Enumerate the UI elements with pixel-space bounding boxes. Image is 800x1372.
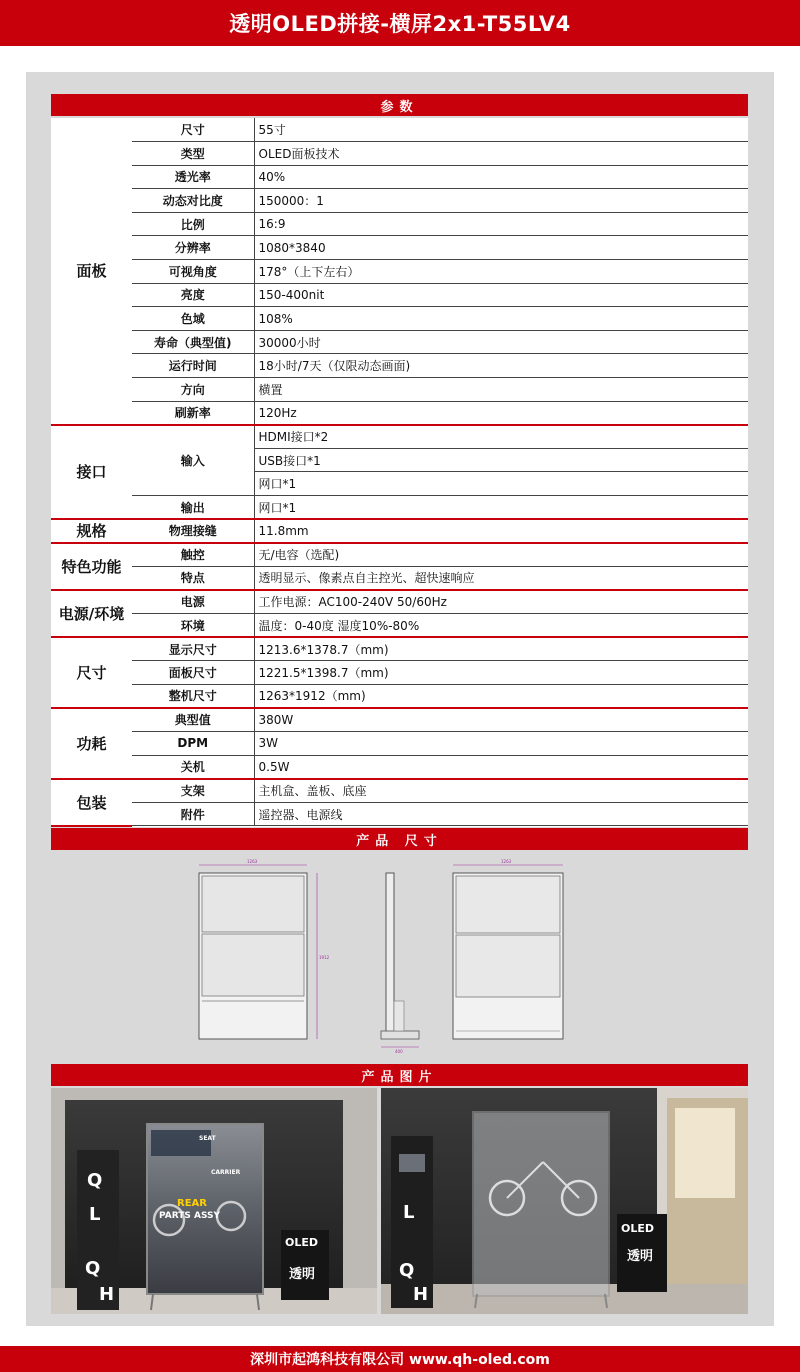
photo-1-svg [51, 1088, 377, 1314]
page-title: 透明OLED拼接-横屏2x1-T55LV4 [0, 0, 800, 46]
spec-label: 动态对比度 [132, 189, 254, 213]
screen-tag-carrier: CARRIER [211, 1169, 241, 1176]
spec-label: 整机尺寸 [132, 684, 254, 708]
spec-value: 网口*1 [254, 496, 748, 520]
side-depth-label: 400 [395, 1049, 403, 1054]
spec-value: 0.5W [254, 755, 748, 779]
tower-letter-h: H [99, 1284, 115, 1305]
tower-letter-q1: Q [87, 1170, 103, 1191]
spec-label: 电源 [132, 590, 254, 614]
back-view [453, 859, 563, 1039]
table-row [51, 165, 748, 189]
table-row [51, 212, 748, 236]
back-width-label: 1263 [501, 859, 512, 864]
spec-label: 色域 [132, 307, 254, 331]
spec-label: 类型 [132, 142, 254, 166]
table-row [51, 779, 748, 803]
spec-label: 运行时间 [132, 354, 254, 378]
spec-label: 显示尺寸 [132, 637, 254, 661]
spec-value: 150000：1 [254, 189, 748, 213]
table-row [51, 755, 748, 779]
table-row [51, 708, 748, 732]
spec-label: 可视角度 [132, 260, 254, 284]
spec-value: 主机盒、盖板、底座 [254, 779, 748, 803]
product-photos [51, 1088, 748, 1314]
box-brand-oled: OLED [285, 1236, 319, 1249]
dimensions-header: 产品 尺寸 [51, 828, 748, 850]
table-row [51, 307, 748, 331]
spec-label: 方向 [132, 378, 254, 402]
spec-table [51, 118, 748, 827]
spec-value: 16:9 [254, 212, 748, 236]
table-row [51, 425, 748, 449]
spec-label: 寿命（典型值) [132, 330, 254, 354]
spec-value: 11.8mm [254, 519, 748, 543]
tower-letter-l: L [89, 1204, 101, 1225]
tower-letter-q2: Q [85, 1258, 101, 1279]
group-cell: 功耗 [51, 708, 132, 779]
spec-value: 横置 [254, 378, 748, 402]
screen-tag-seat: SEAT [199, 1135, 216, 1142]
spec-label: 典型值 [132, 708, 254, 732]
photo2-tower-letter-h: H [413, 1284, 429, 1305]
spec-label: 尺寸 [132, 118, 254, 142]
table-row [51, 142, 748, 166]
photo2-tower-letter-q: Q [399, 1260, 415, 1281]
spec-label: 面板尺寸 [132, 661, 254, 685]
photo2-box-brand: OLED [621, 1222, 655, 1235]
screen-headline-rear: REAR [177, 1198, 207, 1209]
table-row [51, 637, 748, 661]
table-row [51, 802, 748, 826]
spec-value: HDMI接口*2 [254, 425, 748, 449]
spec-value: 无/电容（选配) [254, 543, 748, 567]
table-row [51, 354, 748, 378]
spec-value: 120Hz [254, 401, 748, 425]
spec-value: 网口*1 [254, 472, 748, 496]
spec-value: 温度：0-40度 湿度10%-80% [254, 613, 748, 637]
spec-label: 特点 [132, 566, 254, 590]
table-row [51, 613, 748, 637]
table-row [51, 236, 748, 260]
table-row [51, 684, 748, 708]
spec-label: 触控 [132, 543, 254, 567]
spec-label: 分辨率 [132, 236, 254, 260]
front-height-label: 1912 [319, 955, 330, 960]
spec-label: 透光率 [132, 165, 254, 189]
spec-value: 1263*1912（mm) [254, 684, 748, 708]
group-cell: 规格 [51, 519, 132, 543]
table-row [51, 330, 748, 354]
spec-value: 遥控器、电源线 [254, 802, 748, 826]
spec-value: 透明显示、像素点自主控光、超快速响应 [254, 566, 748, 590]
spec-label: DPM [132, 731, 254, 755]
screen-headline-parts: PARTS ASSY [159, 1211, 221, 1221]
spec-label: 关机 [132, 755, 254, 779]
group-cell: 包装 [51, 779, 132, 826]
side-view [381, 873, 419, 1054]
spec-value: 3W [254, 731, 748, 755]
spec-value: 1213.6*1378.7（mm) [254, 637, 748, 661]
spec-value: 55寸 [254, 118, 748, 142]
photo2-tower-letter-l: L [403, 1202, 415, 1223]
spec-value: 工作电源：AC100-240V 50/60Hz [254, 590, 748, 614]
table-row [51, 731, 748, 755]
spec-label: 输出 [132, 496, 254, 520]
spec-label: 物理接缝 [132, 519, 254, 543]
table-row [51, 519, 748, 543]
group-cell: 特色功能 [51, 543, 132, 590]
box-brand-cn: 透明 [289, 1267, 316, 1282]
photo2-box-cn: 透明 [627, 1249, 654, 1264]
front-width-label: 1263 [247, 859, 258, 864]
table-row [51, 661, 748, 685]
table-row [51, 590, 748, 614]
spec-label: 附件 [132, 802, 254, 826]
spec-value: OLED面板技术 [254, 142, 748, 166]
spec-value: 40% [254, 165, 748, 189]
dimension-drawings [51, 851, 748, 1057]
photo-2-svg [381, 1088, 748, 1314]
group-cell: 接口 [51, 425, 132, 519]
table-row [51, 543, 748, 567]
group-cell: 电源/环境 [51, 590, 132, 637]
table-row [51, 260, 748, 284]
table-row [51, 566, 748, 590]
spec-value: USB接口*1 [254, 448, 748, 472]
spec-value: 108% [254, 307, 748, 331]
spec-value: 150-400nit [254, 283, 748, 307]
footer: 深圳市起鸿科技有限公司 www.qh-oled.com [0, 1346, 800, 1372]
group-cell: 尺寸 [51, 637, 132, 708]
spec-value: 30000小时 [254, 330, 748, 354]
spec-label: 输入 [132, 425, 254, 496]
spec-value: 1080*3840 [254, 236, 748, 260]
spec-value: 178°（上下左右） [254, 260, 748, 284]
spec-value: 1221.5*1398.7（mm) [254, 661, 748, 685]
params-header: 参数 [51, 94, 748, 116]
photos-header: 产品图片 [51, 1064, 748, 1086]
spec-label: 支架 [132, 779, 254, 803]
spec-label: 环境 [132, 613, 254, 637]
product-photo-1 [51, 1088, 377, 1314]
drawing-svg [51, 851, 748, 1057]
table-row [51, 378, 748, 402]
spec-label: 比例 [132, 212, 254, 236]
front-view [199, 859, 330, 1039]
spec-value: 380W [254, 708, 748, 732]
table-row [51, 496, 748, 520]
table-row [51, 283, 748, 307]
spec-label: 刷新率 [132, 401, 254, 425]
product-photo-2 [381, 1088, 748, 1314]
table-row [51, 118, 748, 142]
table-row [51, 189, 748, 213]
spec-label: 亮度 [132, 283, 254, 307]
spec-value: 18小时/7天（仅限动态画面) [254, 354, 748, 378]
group-cell: 面板 [51, 118, 132, 425]
table-row [51, 401, 748, 425]
